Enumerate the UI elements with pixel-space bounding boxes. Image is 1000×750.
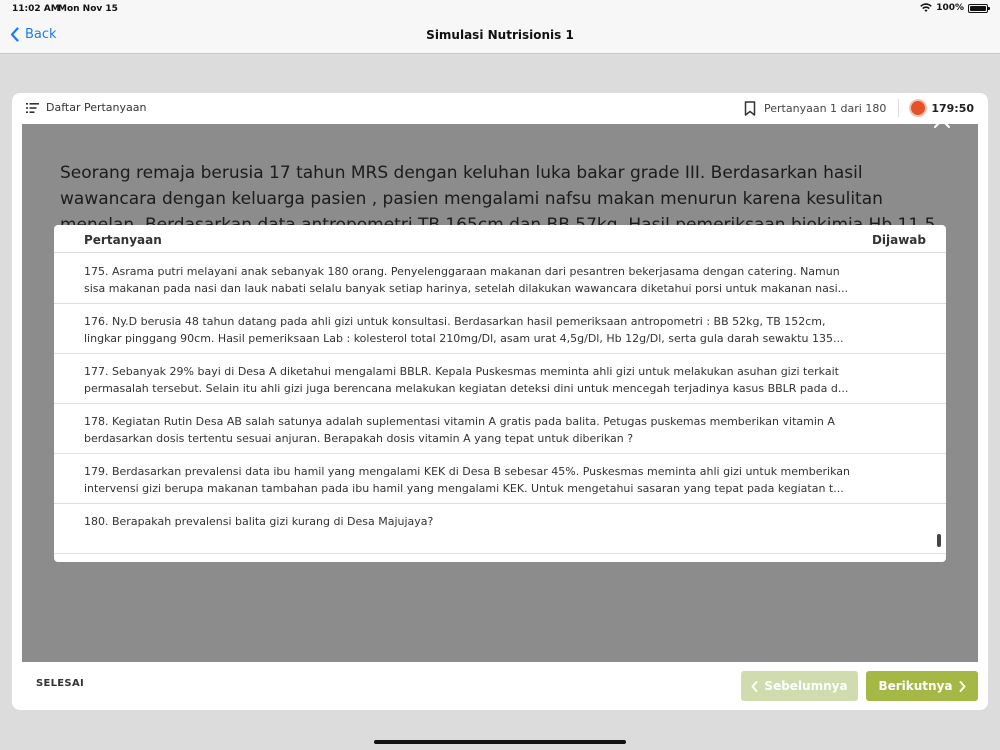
question-item[interactable] bbox=[54, 454, 946, 504]
question-item-line1: 175. Asrama putri melayani anak sebanyak 180 orang. Penyelenggaraan makanan dari pesantren bekerjasama dengan catering. Namun bbox=[84, 265, 840, 278]
question-item-line2: intervensi gizi berupa makanan tambahan pada ibu hamil yang mengalami KEK. Untuk mengetahui sasaran yang tepat pada kegiatan t... bbox=[84, 482, 844, 495]
question-item-line1: 178. Kegiatan Rutin Desa AB salah satunya adalah suplementasi vitamin A gratis pada balita. Petugas puskemas memberikan vitamin A bbox=[84, 415, 835, 428]
column-question: Pertanyaan bbox=[84, 233, 162, 247]
question-list[interactable] bbox=[54, 254, 946, 554]
battery-percent: 100% bbox=[936, 3, 964, 13]
status-time: 11:02 AM bbox=[12, 4, 60, 14]
wifi-icon bbox=[920, 3, 932, 13]
question-text: Seorang remaja berusia 17 tahun MRS dengan keluhan luka bakar grade III. Berdasarkan hasil wawancara dengan keluarga pasien , pasien mengalami nafsu makan menurun karena kesulitan bbox=[60, 163, 883, 209]
scrollbar-thumb[interactable] bbox=[937, 534, 941, 547]
next-label: Berikutnya bbox=[878, 679, 953, 693]
question-item-line2: berdasarkan dosis tertentu sesuai anjuran. Berapakah dosis vitamin A yang tepat untuk diberikan ? bbox=[84, 432, 634, 445]
card-header bbox=[12, 93, 988, 123]
close-icon[interactable] bbox=[933, 111, 951, 129]
page-title: Simulasi Nutrisionis 1 bbox=[426, 28, 574, 42]
status-date: Mon Nov 15 bbox=[58, 4, 118, 14]
question-item-line1: 177. Sebanyak 29% bayi di Desa A diketahui mengalami BBLR. Kepala Puskesmas meminta ahli gizi untuk melakukan asuhan gizi terkait bbox=[84, 365, 839, 378]
battery-icon bbox=[968, 4, 988, 13]
question-list-label: Daftar Pertanyaan bbox=[46, 101, 147, 114]
question-item[interactable] bbox=[54, 404, 946, 454]
question-item[interactable] bbox=[54, 254, 946, 304]
status-bar bbox=[0, 0, 1000, 18]
question-item-line2: permasalah tersebut. Selain itu ahli gizi juga berencana melakukan kegiatan deteksi dini untuk mencegah terjadinya kasus BBLR pada d... bbox=[84, 382, 849, 395]
next-button[interactable] bbox=[866, 671, 978, 701]
question-item[interactable] bbox=[54, 504, 946, 554]
question-counter-text: Pertanyaan 1 dari 180 bbox=[764, 101, 887, 115]
question-item-line1: 179. Berdasarkan prevalensi data ibu hamil yang mengalami KEK di Desa B sebesar 45%. Puskesmas meminta ahli gizi untuk memberikan bbox=[84, 465, 850, 478]
question-list-modal bbox=[54, 225, 946, 562]
question-list-button[interactable] bbox=[26, 101, 146, 114]
question-item-line1: 180. Berapakah prevalensi balita gizi kurang di Desa Majujaya? bbox=[84, 515, 434, 528]
home-indicator[interactable] bbox=[374, 740, 626, 744]
chevron-right-icon bbox=[959, 681, 966, 692]
finish-button[interactable]: SELESAI bbox=[36, 678, 84, 689]
question-item[interactable] bbox=[54, 354, 946, 404]
question-item-line1: 176. Ny.D berusia 48 tahun datang pada ahli gizi untuk konsultasi. Berdasarkan hasil pemeriksaan antropometri : BB 52kg, TB 152cm, bbox=[84, 315, 826, 328]
previous-label: Sebelumnya bbox=[764, 679, 848, 693]
question-counter bbox=[744, 99, 899, 117]
column-answered: Dijawab bbox=[871, 233, 926, 247]
chevron-left-icon bbox=[751, 681, 758, 692]
back-label: Back bbox=[25, 27, 57, 42]
status-right bbox=[920, 3, 988, 13]
nav-bar bbox=[0, 18, 1000, 54]
record-dot-icon bbox=[911, 101, 925, 115]
timer-value: 179:50 bbox=[931, 101, 974, 115]
question-item-line2: lingkar pinggang 90cm. Hasil pemeriksaan Lab : kolesterol total 210mg/Dl, asam urat 4,5g/Dl, Hb 12g/Dl, serta gula darah sewaktu 135... bbox=[84, 332, 844, 345]
question-item[interactable] bbox=[54, 304, 946, 354]
previous-button[interactable] bbox=[741, 671, 858, 701]
card-footer bbox=[12, 662, 988, 710]
bookmark-icon[interactable] bbox=[744, 101, 756, 116]
modal-header bbox=[54, 225, 946, 253]
question-item-line2: sisa makanan pada nasi dan lauk nabati selalu banyak setiap harinya, setelah dilakukan wawancara diketahui porsi untuk makanan nasi... bbox=[84, 282, 849, 295]
list-icon bbox=[26, 103, 39, 113]
